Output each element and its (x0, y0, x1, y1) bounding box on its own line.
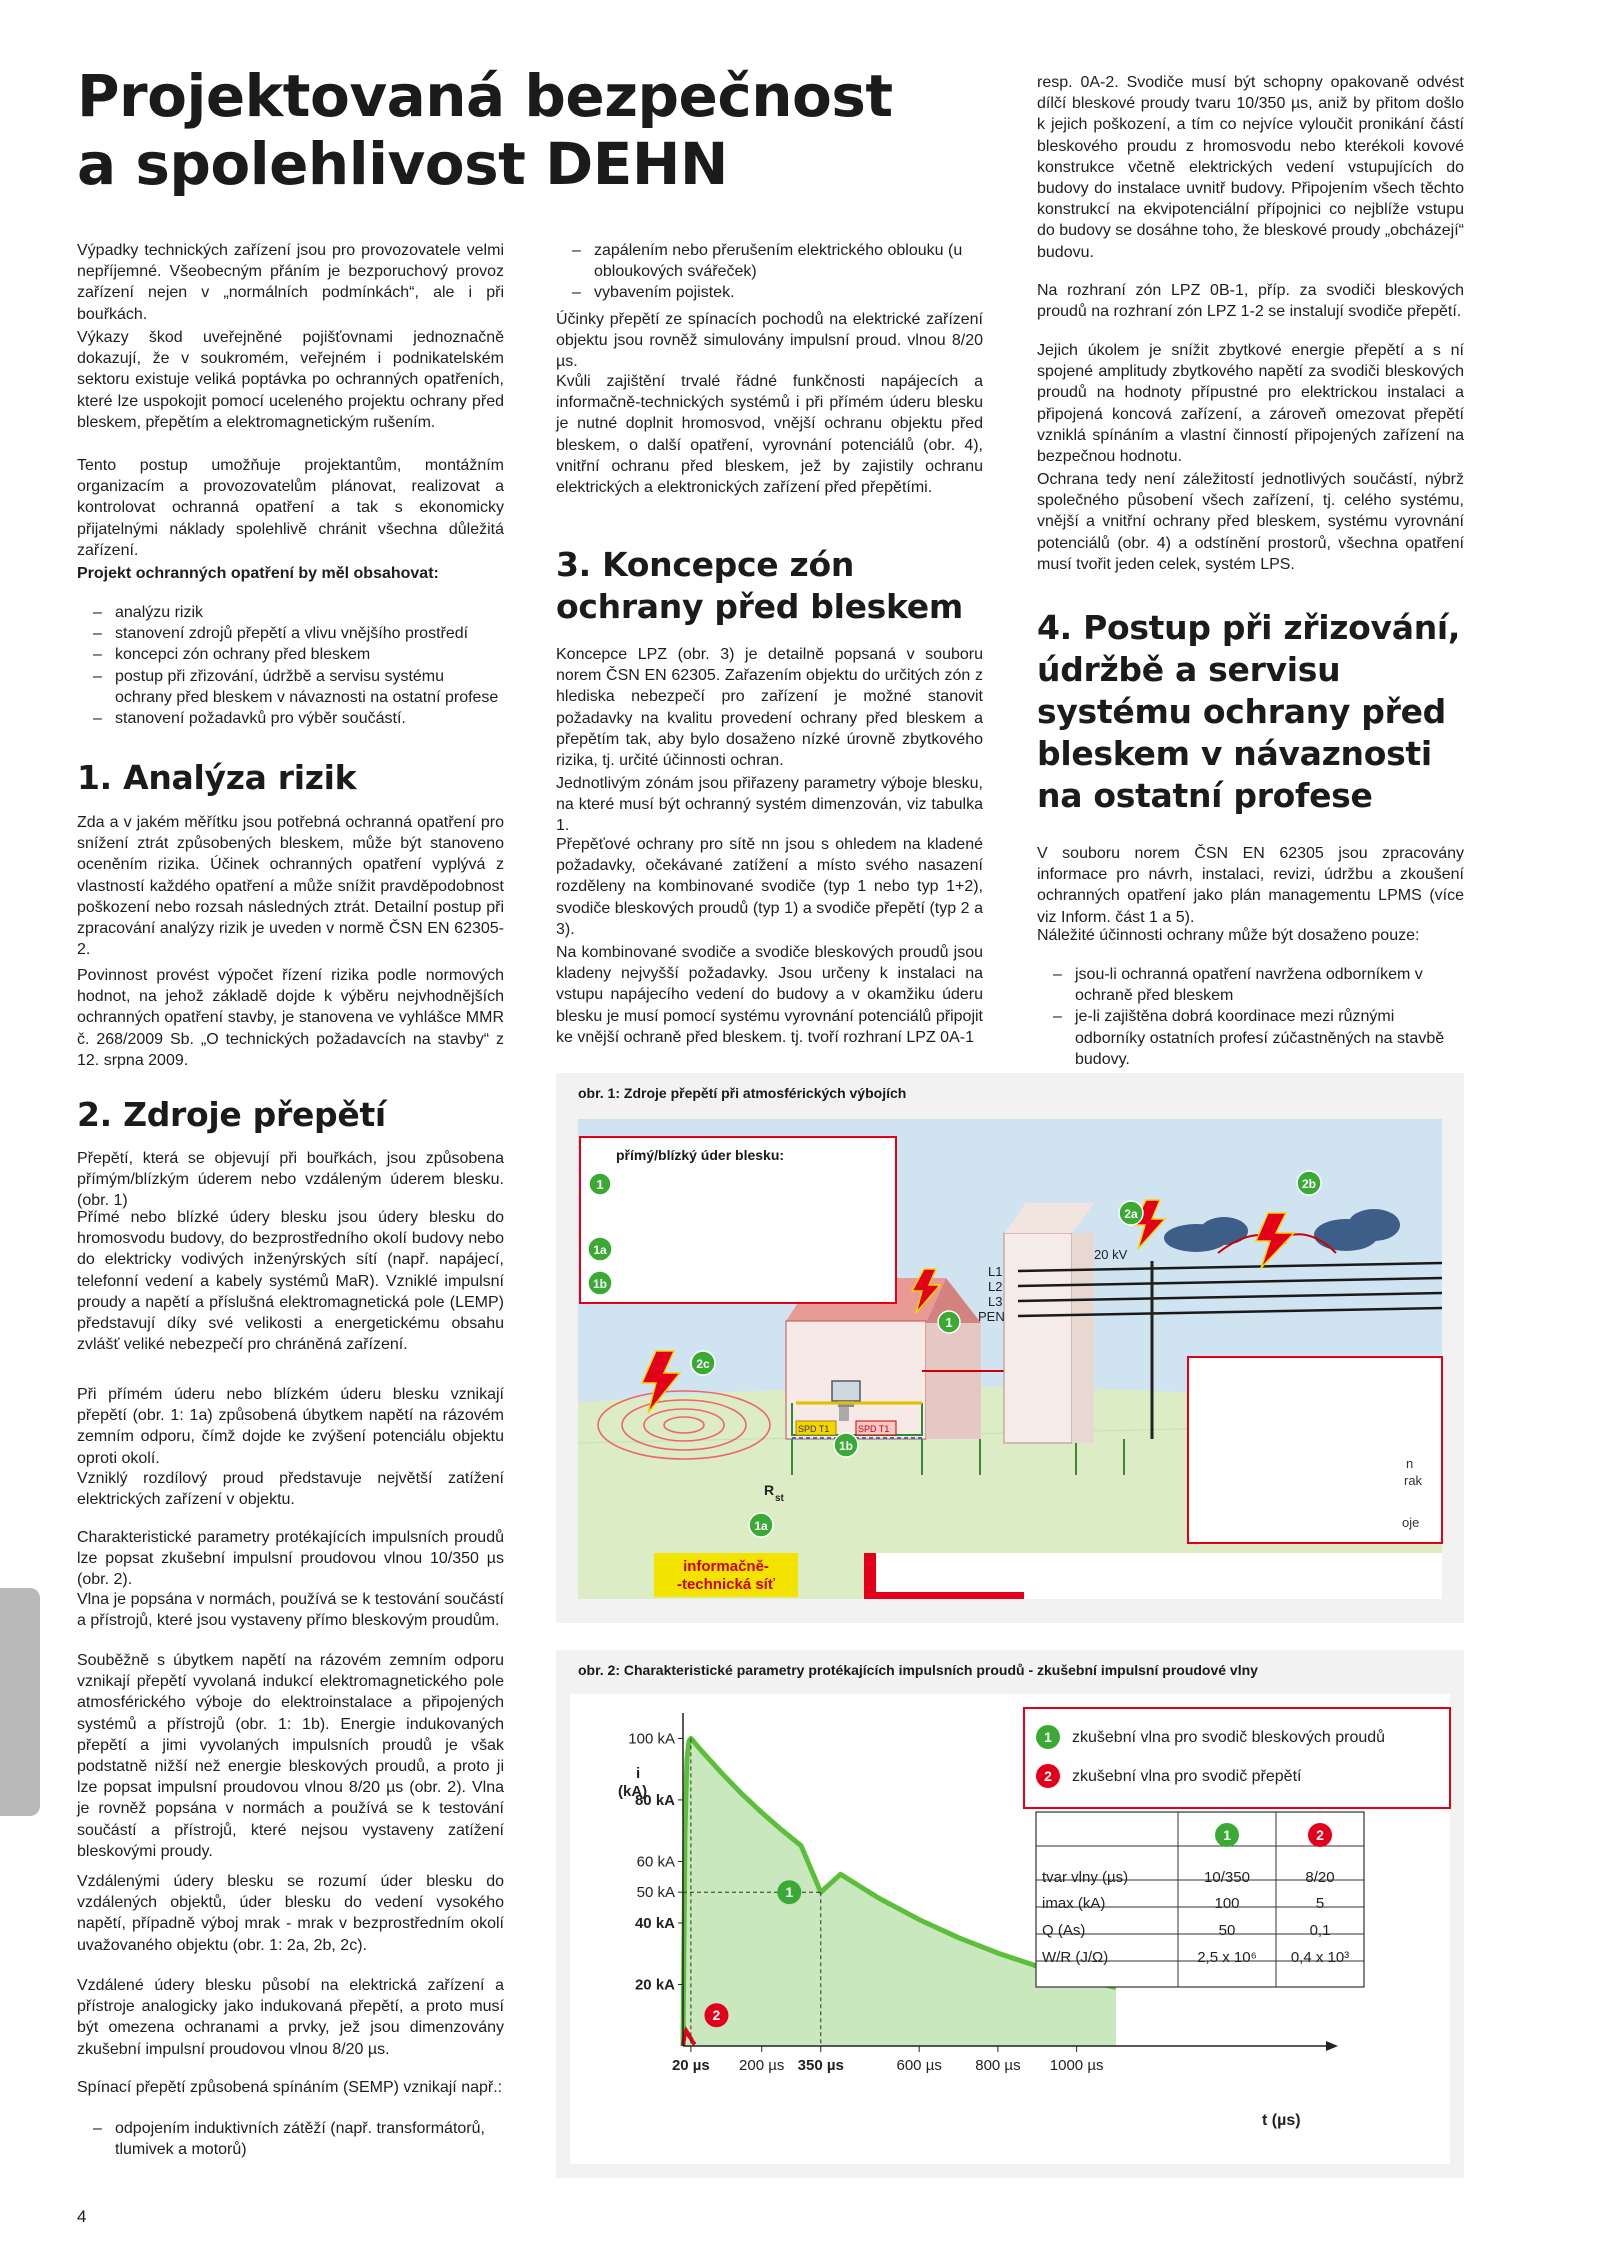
legend-badge-1: 1 (1044, 1729, 1052, 1745)
table-header-2: 2 (1316, 1827, 1324, 1843)
direct-strike-title: přímý/blízký úder blesku: (616, 1147, 785, 1163)
y-tick-label: 20 kA (634, 1976, 675, 1994)
sources-paragraph-5: Charakteristické parametry protékajících impulsních proudů lze popsat zkušební impulsní proudovou vlnou 10/350 µs (obr. 2). (77, 1529, 504, 1589)
direct-strike-box (580, 1137, 896, 1303)
sources-paragraph-9: Vzdálené údery blesku působí na elektrická zařízení a přístroje analogicky jako indukovaná přepětí, a proto musí být omezena ochranami a prvky, jež jsou dimenzovány zkušební impulsní proudovou vlnou 8/20 µs. (77, 1977, 504, 2058)
y-tick-label: 50 kA (636, 1884, 675, 1902)
lpz-paragraph-1: Koncepce LPZ (obr. 3) je detailně popsaná v souboru norem ČSN EN 62305. Zařazením objektu do určitých zón z hlediska nebezpečí pro zařízení je možné stanovit požadavky na kvalitu provedení ochrany před bleskem a přepětím tak, aby bylo dosaženo nízké úrovně zbytkového rizika, tj. určité účinnosti ochran. (556, 646, 983, 770)
col2-paragraph-2: Kvůli zajištění trvalé řádné funkčnosti napájecích a informačně-technických systémů i při přímém úderu blesku je nutné doplnit hromosvod, vnější ochranu objektu před bleskem, o další opatření, vyrovnání potenciálů (obr. 4), vnitřní ochranu před bleskem, jež by zajistily ochranu elektrických a elektronických zařízení před přepětími. (556, 373, 983, 497)
svg-text:-technická síť: -technická síť (676, 1576, 776, 1593)
page-number: 4 (77, 2207, 87, 2226)
side-tab (0, 1588, 40, 1816)
project-item: – analýzu rizik (77, 602, 504, 623)
table-cell: 2,5 x 10⁶ (1197, 1949, 1257, 1966)
figure-1-illustration (556, 1073, 1464, 1623)
it-network-label (654, 1553, 798, 1597)
table-row-label: tvar vlny (µs) (1042, 1869, 1129, 1886)
procedure-paragraph-1: V souboru norem ČSN EN 62305 jsou zpracovány informace pro návrh, instalaci, revizi, údržbu a zkoušení ochranných opatření jako plán managementu LPMS (více viz Inform. část 1 a 5). (1037, 845, 1464, 926)
risk-paragraph-1: Zda a v jakém měřítku jsou potřebná ochranná opatření pro snížení ztrát způsobených bleskem, může být stanoveno oceněním rizika. Účinek ochranných opatření vyplývá z vlastností každého opatření a může snížit pravděpodobnost poškození nebo rozsah následných ztrát. Detailní postup při zpracování analýzy rizik je uveden v normě ČSN EN 62305-2. (77, 814, 504, 959)
table-cell: 0,4 x 10³ (1290, 1949, 1350, 1966)
heading-lpz-concept: 3. Koncepce zón ochrany před bleskem (556, 545, 963, 626)
figure-1-caption: obr. 1: Zdroje přepětí při atmosférických výbojích (578, 1085, 907, 1101)
semp-list-continued (556, 240, 983, 304)
legend-badge-2: 2 (1044, 1768, 1052, 1784)
col3-paragraph-1: resp. 0A-2. Svodiče musí být schopny opakovaně odvést dílčí bleskové proudy tvaru 10/350 µs, aniž by přitom došlo k jejich poškození, a tím co nejvíce vyloučit pronikání částí bleskového proudu z hromosvodu nebo kterékoli kovové konstrukce včetně elektrických vedení vstupujících do budovy do instalace uvnitř budovy. Připojením všech těchto konstrukcí na ekvipotenciální přípojnici co nejblíže vstupu do budovy se dosáhne toho, že bleskové proudy „obcházejí“ budovu. (1037, 74, 1464, 261)
y-tick-label: 80 kA (634, 1791, 675, 1809)
figure-2-caption: obr. 2: Charakteristické parametry protékajících impulsních proudů - zkušební impulsní proudové vlny (578, 1662, 1258, 1678)
y-axis-unit: (kA) (618, 1783, 648, 1800)
table-header-1: 1 (1223, 1827, 1231, 1843)
svg-text:2c: 2c (696, 1357, 710, 1371)
page-title (77, 62, 977, 198)
table-row-label: Q (As) (1042, 1922, 1086, 1939)
spd-t1-left (796, 1421, 836, 1435)
svg-text:1: 1 (945, 1315, 953, 1330)
box-fragment: oje (1402, 1515, 1420, 1530)
col3-paragraph-3: Jejich úkolem je snížit zbytkové energie přepětí a s ní spojené amplitudy zbytkového napětí za svodiči bleskových proudů na hodnoty přípustné pro elektrickou instalaci a připojená koncová zařízení, a zároveň omezovat přepětí vzniklá spínáním a vlastní činností připojených zařízení na bezpečnou hodnotu. (1037, 342, 1464, 466)
col3-paragraph-2: Na rozhraní zón LPZ 0B-1, příp. za svodiči bleskových proudů na rozhraní zón LPZ 1-2 se instalují svodiče přepětí. (1037, 282, 1464, 321)
line-label-l2: L2 (988, 1279, 1003, 1294)
y-tick-label: 40 kA (634, 1914, 675, 1932)
line-label-pen: PEN (978, 1309, 1005, 1324)
svg-text:1a: 1a (754, 1519, 768, 1533)
badge-1 (938, 1311, 960, 1333)
table-cell: 50 (1218, 1922, 1236, 1939)
x-tick-label: 600 µs (896, 2057, 942, 2074)
legend-label-1: zkušební vlna pro svodič bleskových proudů (1072, 1729, 1386, 1746)
figure-1-surge-sources (556, 1073, 1464, 1623)
line-label-l3: L3 (988, 1294, 1003, 1309)
rst-subscript: st (775, 1493, 784, 1504)
intro-paragraph-2: Výkazy škod uveřejněné pojišťovnami jednoznačně dokazují, že v soukromém, veřejném i podnikatelském sektoru existuje veliká poptávka po ochranných opatřeních, které lze uspokojit pomocí uceleného projektu ochrany před bleskem, přepětím a elektromagnetickým rušením. (77, 329, 504, 431)
sources-paragraph-4: Vzniklý rozdílový proud představuje největší zatížení elektrických zařízení v objektu. (77, 1470, 504, 1509)
semp-item: – vybavením pojistek. (556, 282, 983, 303)
intro-paragraph-3: Tento postup umožňuje projektantům, montážním organizacím a provozovatelům plánovat, realizovat a kontrolovat ochranná opatření a tak s ekonomicky přijatelnými náklady spolehlivě chránit všechna důležitá zařízení. (77, 457, 504, 559)
box-fragment: n (1406, 1456, 1414, 1471)
semp-list (77, 2118, 504, 2160)
procedure-list (1037, 964, 1464, 1070)
procedure-paragraph-2: Náležité účinnosti ochrany může být dosaženo pouze: (1037, 927, 1420, 944)
badge-2b (1297, 1171, 1321, 1195)
heading-surge-sources: 2. Zdroje přepětí (77, 1095, 386, 1134)
spd-label-left: SPD T1 (798, 1424, 830, 1434)
y-tick-label: 60 kA (636, 1853, 675, 1871)
badge-1a (749, 1513, 773, 1537)
badge-2c (691, 1351, 715, 1375)
lpz-paragraph-2: Jednotlivým zónám jsou přiřazeny parametry výboje blesku, na které musí být ochranný systém dimenzován, viz tabulka 1. (556, 775, 983, 835)
col3-paragraph-4: Ochrana tedy není záležitostí jednotlivých součástí, nýbrž společného působení všech zařízení, tj. celého systému, vnější a vnitřní ochrany před bleskem, systému vyrovnání potenciálů (obr. 4) a odstínění prostorů, všechna opatření musí tvořit jeden celek, systém LPS. (1037, 471, 1464, 573)
svg-text:2b: 2b (1301, 1177, 1317, 1191)
figure-2-test-waves (556, 1650, 1464, 2178)
svg-text:1a: 1a (593, 1243, 607, 1257)
svg-text:informačně-: informačně- (683, 1558, 769, 1575)
series-2-badge-label: 2 (712, 2007, 721, 2024)
heading-procedure: 4. Postup při zřizování, údržbě a servisu systému ochrany před bleskem v návaznosti na ostatní profese (1037, 608, 1461, 815)
y-axis-label: i (636, 1765, 641, 1782)
project-item: – postup při zřizování, údržbě a servisu systému ochrany před bleskem v návaznosti na ostatní profese (77, 666, 504, 708)
title-line-2: a spolehlivost DEHN (77, 130, 728, 198)
sources-paragraph-3: Při přímém úderu nebo blízkém úderu blesku vznikají přepětí (obr. 1: 1a) způsobená úbytkem napětí na rázovém zemním odporu, čímž dojde ke zvýšení potenciálu objektu oproti okolí. (77, 1386, 504, 1467)
sources-paragraph-1: Přepětí, která se objevují při bouřkách, jsou způsobena přímým/blízkým úderem nebo vzdáleným úderem blesku. (obr. 1) (77, 1150, 504, 1210)
svg-text:1b: 1b (592, 1277, 608, 1291)
remote-strike-box (1188, 1357, 1442, 1543)
parameter-table (1036, 1812, 1364, 1987)
lpz-paragraph-4: Na kombinované svodiče a svodiče bleskových proudů jsou kladeny nejvyšší požadavky. Jsou určeny k instalaci na vstupu napájecího vedení do budovy a v okamžiku úderu blesku je musí pomocí systému vyrovnání potenciálů připojit ke vnější ochraně před bleskem. tj. tvoří rozhraní LPZ 0A-1 (556, 944, 983, 1046)
spd-t1-right (856, 1421, 896, 1435)
project-item: – koncepci zón ochrany před bleskem (77, 644, 504, 665)
sources-paragraph-2: Přímé nebo blízké údery blesku jsou údery blesku do hromosvodu budovy, do bezprostředního okolí budovy nebo do elektricky vodivých inženýrských sítí (např. napájecí, telefonní vedení a kabely systémů MaR). Vzniklé impulsní proudy a napětí a příslušná elektromagnetická pole (LEMP) představují díky své velikosti a energetickému obsahu zvlášť veliké nebezpečí pro chráněná zařízení. (77, 1209, 504, 1354)
legend-label-2: zkušební vlna pro svodič přepětí (1072, 1768, 1302, 1785)
project-item: – stanovení požadavků pro výběr součástí. (77, 708, 504, 729)
chart-legend (1024, 1708, 1450, 1808)
risk-paragraph-2: Povinnost provést výpočet řízení rizika podle normových hodnot, na jehož základě dojde k výběru nejvhodnějších ochranných opatření stavby, je stanovena ve vyhlášce MMR č. 268/2009 Sb. „O technických požadavcích na stavby“ z 12. srpna 2009. (77, 967, 504, 1069)
voltage-label: 20 kV (1094, 1247, 1128, 1262)
table-row-label: W/R (J/Ω) (1042, 1949, 1109, 1966)
procedure-item: – je-li zajištěna dobrá koordinace mezi různými odborníky ostatních profesí zúčastněných na stavbě budovy. (1037, 1006, 1464, 1070)
line-label-l1: L1 (988, 1264, 1003, 1279)
table-row-label: imax (kA) (1042, 1895, 1106, 1912)
y-tick-label: 100 kA (628, 1730, 675, 1748)
x-tick-label: 20 µs (671, 2057, 710, 2074)
semp-item: – zapálením nebo přerušením elektrického oblouku (u obloukových svářeček) (556, 240, 983, 282)
sources-paragraph-7: Souběžně s úbytkem napětí na rázovém zemním odporu vznikají přepětí vyvolaná indukcí elektromagnetického pole atmosférického výboje do elektroinstalace a připojených systémů a přístrojů (obr. 1: 1b). Energie indukovaných přepětí a jimi vyvolaných impulsních proudů je však podstatně nižší než energie bleskových proudů, a proto ji lze popsat impulsní proudovou vlnou 8/20 µs (obr. 2). Vlna je rovněž popsána v normách a používá se k testování součástí a přístrojů, které nejsou vystaveny zatížení bleskovými proudy. (77, 1652, 504, 1860)
x-tick-label: 200 µs (739, 2057, 785, 2074)
table-cell: 0,1 (1309, 1922, 1331, 1939)
intro-paragraph-1: Výpadky technických zařízení jsou pro provozovatele velmi nepříjemné. Všeobecným přáním je bezporuchový provoz zařízení nejen v „normálních podmínkách“, ale i při bouřkách. (77, 242, 504, 323)
lpz-paragraph-3: Přepěťové ochrany pro sítě nn jsou s ohledem na kladené požadavky, očekávané zatížení a místo svého nasazení rozděleny na kombinované svodiče (typ 1 nebo typ 1+2), svodiče bleskových proudů (typ 1) a svodiče přepětí (typ 2 a 3). (556, 836, 983, 938)
sources-paragraph-6: Vlna je popsána v normách, používá se k testování součástí a přístrojů, které jsou vystaveny přímo bleskovým proudům. (77, 1591, 504, 1630)
title-line-1: Projektovaná bezpečnost (77, 62, 893, 130)
x-tick-label: 350 µs (797, 2057, 844, 2074)
sources-paragraph-10: Spínací přepětí způsobená spínáním (SEMP) vznikají např.: (77, 2079, 503, 2096)
svg-text:2a: 2a (1124, 1207, 1138, 1221)
project-heading: Projekt ochranných opatření by měl obsahovat: (77, 565, 439, 582)
svg-text:1: 1 (596, 1177, 604, 1192)
badge-1b (834, 1433, 858, 1457)
col2-paragraph-1: Účinky přepětí ze spínacích pochodů na elektrické zařízení objektu jsou rovněž simulovány impulsní proud. vlnou 8/20 µs. (556, 311, 983, 371)
x-axis-label: t (µs) (1262, 2112, 1301, 2129)
apartment-building (1004, 1203, 1094, 1443)
series-1-badge-label: 1 (785, 1884, 794, 1901)
table-cell: 10/350 (1204, 1869, 1250, 1886)
impulse-current-chart (556, 1650, 1464, 2178)
procedure-item: – jsou-li ochranná opatření navržena odborníkem v ochraně před bleskem (1037, 964, 1464, 1006)
rst-label: R (764, 1482, 775, 1498)
svg-text:1b: 1b (838, 1439, 854, 1453)
sources-paragraph-8: Vzdálenými údery blesku se rozumí úder blesku do vzdálených objektů, úder blesku do vedení vysokého napětí, případně výboj mrak - mrak v bezprostředním okolí uvažovaného objektu (obr. 1: 2a, 2b, 2c). (77, 1873, 504, 1954)
table-cell: 5 (1315, 1895, 1325, 1912)
project-item: – stanovení zdrojů přepětí a vlivu vnějšího prostředí (77, 623, 504, 644)
box-fragment: rak (1404, 1473, 1423, 1488)
x-tick-label: 1000 µs (1049, 2057, 1104, 2074)
table-cell: 8/20 (1305, 1869, 1335, 1886)
badge-2a (1119, 1201, 1143, 1225)
semp-item: – odpojením induktivních zátěží (např. transformátorů, tlumivek a motorů) (77, 2118, 504, 2160)
spd-label-right: SPD T1 (858, 1424, 890, 1434)
heading-risk-analysis: 1. Analýza rizik (77, 758, 357, 797)
table-cell: 100 (1214, 1895, 1240, 1912)
bottom-white-box (864, 1553, 1442, 1599)
project-list (77, 602, 504, 729)
x-tick-label: 800 µs (975, 2057, 1021, 2074)
